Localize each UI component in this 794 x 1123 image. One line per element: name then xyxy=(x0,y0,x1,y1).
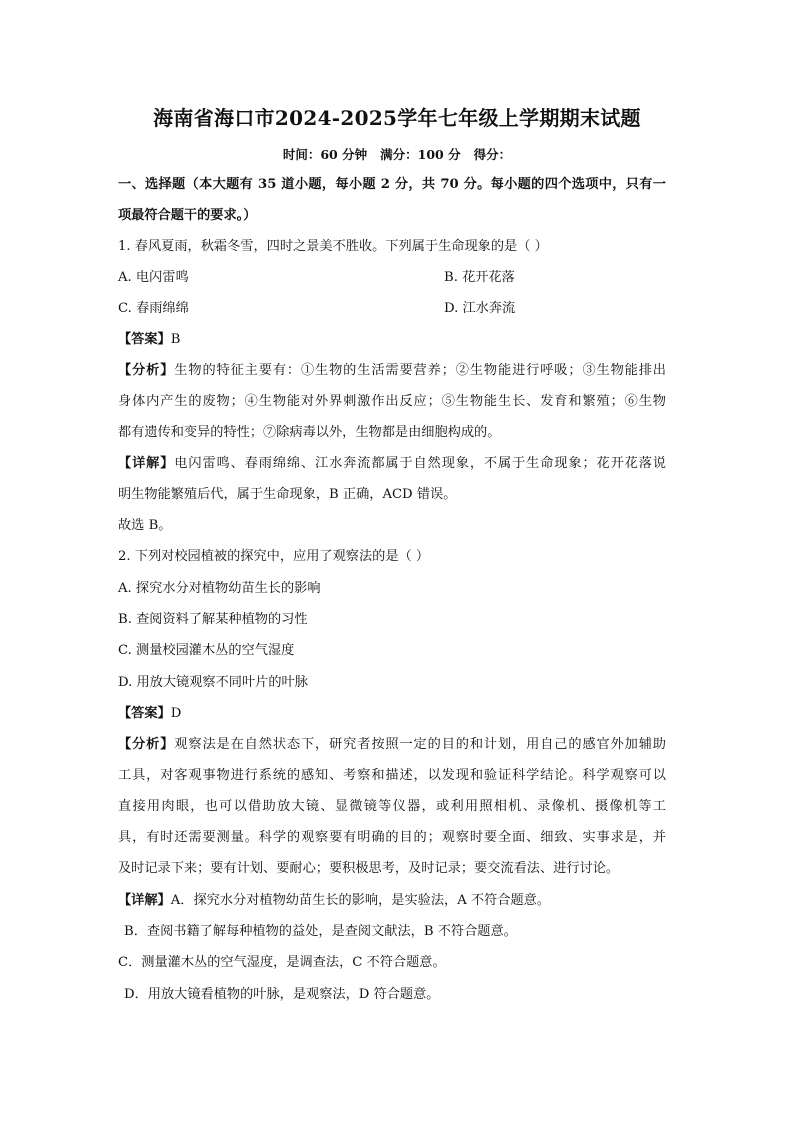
question-1-detail-line-1 xyxy=(118,455,666,473)
question-1-option-b: B. 花开花落 xyxy=(444,270,515,285)
analysis-tag: 【分析】 xyxy=(118,737,175,752)
question-2-analysis-line-4: 具，有时还需要测量。科学的观察要有明确的目的；观察时要全面、细致、实事求是，并 xyxy=(118,830,666,845)
answer-value: D xyxy=(170,706,182,721)
answer-tag: 【答案】 xyxy=(118,706,171,721)
question-2-detail-a xyxy=(118,892,550,910)
question-2-stem: 2. 下列对校园植被的探究中，应用了观察法的是（ ） xyxy=(118,549,430,564)
section-heading-line-2: 项最符合题干的要求。） xyxy=(118,208,257,223)
detail-text: A．探究水分对植物幼苗生长的影响，是实验法，A 不符合题意。 xyxy=(170,893,551,908)
question-1-analysis-line-2: 身体内产生的废物；④生物能对外界刺激作出反应；⑤生物能生长、发育和繁殖；⑥生物 xyxy=(118,394,666,409)
answer-tag: 【答案】 xyxy=(118,332,171,347)
analysis-text: 观察法是在自然状态下，研究者按照一定的目的和计划，用自己的感官外加辅助 xyxy=(174,737,666,752)
analysis-text: 生物的特征主要有：①生物的生活需要营养；②生物能进行呼吸；③生物能排出 xyxy=(174,363,666,378)
question-2-analysis-line-2: 工具，对客观事物进行系统的感知、考察和描述，以发现和验证科学结论。科学观察可以 xyxy=(118,768,666,783)
page-title: 海南省海口市2024-2025学年七年级上学期期末试题 xyxy=(153,106,641,130)
question-2-analysis-line-3: 直接用肉眼，也可以借助放大镜、显微镜等仪器，或利用照相机、录像机、摄像机等工 xyxy=(118,799,666,814)
detail-text: 电闪雷鸣、春雨绵绵、江水奔流都属于自然现象，不属于生命现象；花开花落说 xyxy=(174,456,666,471)
question-2-detail-d: D．用放大镜看植物的叶脉，是观察法，D 符合题意。 xyxy=(124,987,440,1002)
question-2-option-a: A. 探究水分对植物幼苗生长的影响 xyxy=(118,581,321,596)
question-1-option-d: D. 江水奔流 xyxy=(444,301,516,316)
question-2-analysis-line-1 xyxy=(118,736,666,754)
detail-tag: 【详解】 xyxy=(118,456,175,471)
answer-value: B xyxy=(170,332,181,347)
question-1-stem: 1. 春风夏雨，秋霜冬雪，四时之景美不胜收。下列属于生命现象的是（ ） xyxy=(118,239,548,254)
exam-meta: 时间：60 分钟 满分：100 分 得分： xyxy=(282,147,512,162)
question-2-answer xyxy=(118,705,181,723)
question-1-answer xyxy=(118,331,180,349)
question-2-analysis-line-5: 及时记录下来；要有计划、要耐心；要积极思考，及时记录；要交流看法、进行讨论。 xyxy=(118,861,620,876)
question-1-analysis-line-3: 都有遗传和变异的特性；⑦除病毒以外，生物都是由细胞构成的。 xyxy=(118,425,501,440)
question-1-detail-line-2: 明生物能繁殖后代，属于生命现象，B 正确，ACD 错误。 xyxy=(118,487,457,502)
detail-tag: 【详解】 xyxy=(118,893,171,908)
question-1-option-a: A. 电闪雷鸣 xyxy=(118,270,189,285)
question-2-detail-b: B．查阅书籍了解每种植物的益处，是查阅文献法，B 不符合题意。 xyxy=(124,924,517,939)
question-1-option-c: C. 春雨绵绵 xyxy=(118,301,189,316)
question-1-analysis-line-1 xyxy=(118,362,666,380)
question-2-option-d: D. 用放大镜观察不同叶片的叶脉 xyxy=(118,675,308,690)
question-2-detail-c: C．测量灌木丛的空气湿度，是调查法，C 不符合题意。 xyxy=(118,955,446,970)
analysis-tag: 【分析】 xyxy=(118,363,175,378)
section-heading-line-1: 一、选择题（本大题有 35 道小题，每小题 2 分，共 70 分。每小题的四个选项中，只有一 xyxy=(118,177,666,192)
question-2-option-b: B. 查阅资料了解某种植物的习性 xyxy=(118,612,308,627)
question-2-option-c: C. 测量校园灌木丛的空气湿度 xyxy=(118,643,295,658)
question-1-conclusion: 故选 B。 xyxy=(118,518,172,533)
